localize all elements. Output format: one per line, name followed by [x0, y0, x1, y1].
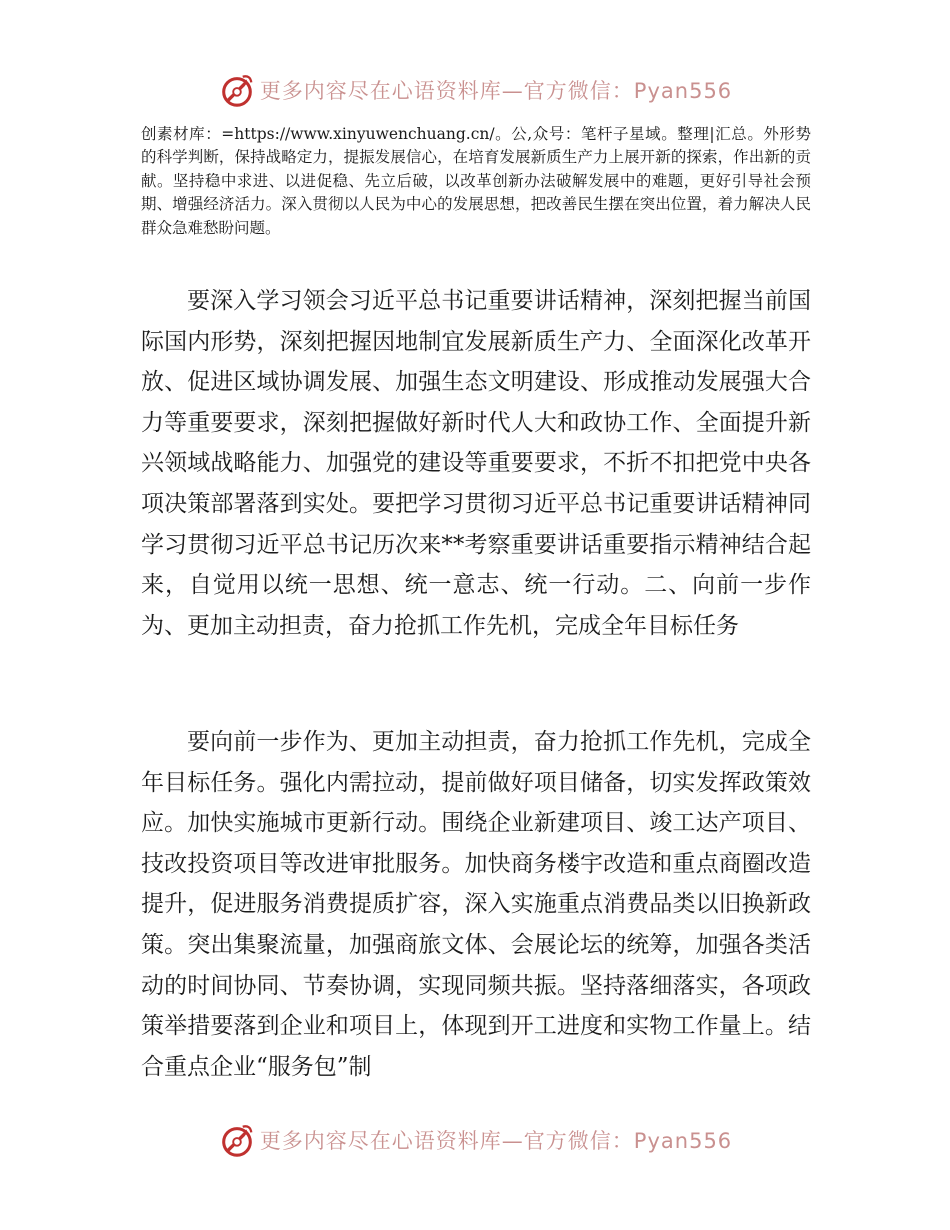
intro-small-text: 创素材库：=https://www.xinyuwenchuang.cn/。公,众号：笔杆子星域。整理|汇总。外形势的科学判断，保持战略定力，提振发展信心，在培育发展新质生产力上展开新的探索，作出新的贡献。坚持稳中求进、以进促稳、先立后破，以改革创新办法破解发展中的难题，更好引导社会预期、增强经济活力。深入贯彻以人民为中心的发展思想，把改善民生摆在突出位置，着力解决人民群众急难愁盼问题。 [141, 125, 811, 237]
header-banner-text: 更多内容尽在心语资料库—官方微信：Pyan556 [259, 79, 733, 103]
footer-banner [0, 1118, 950, 1162]
pen-nib-logo-icon [218, 1121, 256, 1159]
pen-nib-logo-icon [218, 71, 256, 109]
footer-banner-text: 更多内容尽在心语资料库—官方微信：Pyan556 [259, 1129, 733, 1153]
body-paragraph-1: 要深入学习领会习近平总书记重要讲话精神，深刻把握当前国际国内形势，深刻把握因地制宜发展新质生产力、全面深化改革开放、促进区域协调发展、加强生态文明建设、形成推动发展强大合力等重要要求，深刻把握做好新时代人大和政协工作、全面提升新兴领域战略能力、加强党的建设等重要要求，不折不扣把党中央各项决策部署落到实处。要把学习贯彻习近平总书记重要讲话精神同学习贯彻习近平总书记历次来**考察重要讲话重要指示精神结合起来，自觉用以统一思想、统一意志、统一行动。二、向前一步作为、更加主动担责，奋力抢抓工作先机，完成全年目标任务 [141, 288, 811, 639]
header-banner [0, 68, 950, 112]
body-paragraph-2: 要向前一步作为、更加主动担责，奋力抢抓工作先机，完成全年目标任务。强化内需拉动，提前做好项目储备，切实发挥政策效应。加快实施城市更新行动。围绕企业新建项目、竣工达产项目、技改投资项目等改进审批服务。加快商务楼宇改造和重点商圈改造提升，促进服务消费提质扩容，深入实施重点消费品类以旧换新政策。突出集聚流量，加强商旅文体、会展论坛的统筹，加强各类活动的时间协同、节奏协调，实现同频共振。坚持落细落实，各项政策举措要落到企业和项目上，体现到开工进度和实物工作量上。结合重点企业“服务包”制 [141, 729, 811, 1080]
